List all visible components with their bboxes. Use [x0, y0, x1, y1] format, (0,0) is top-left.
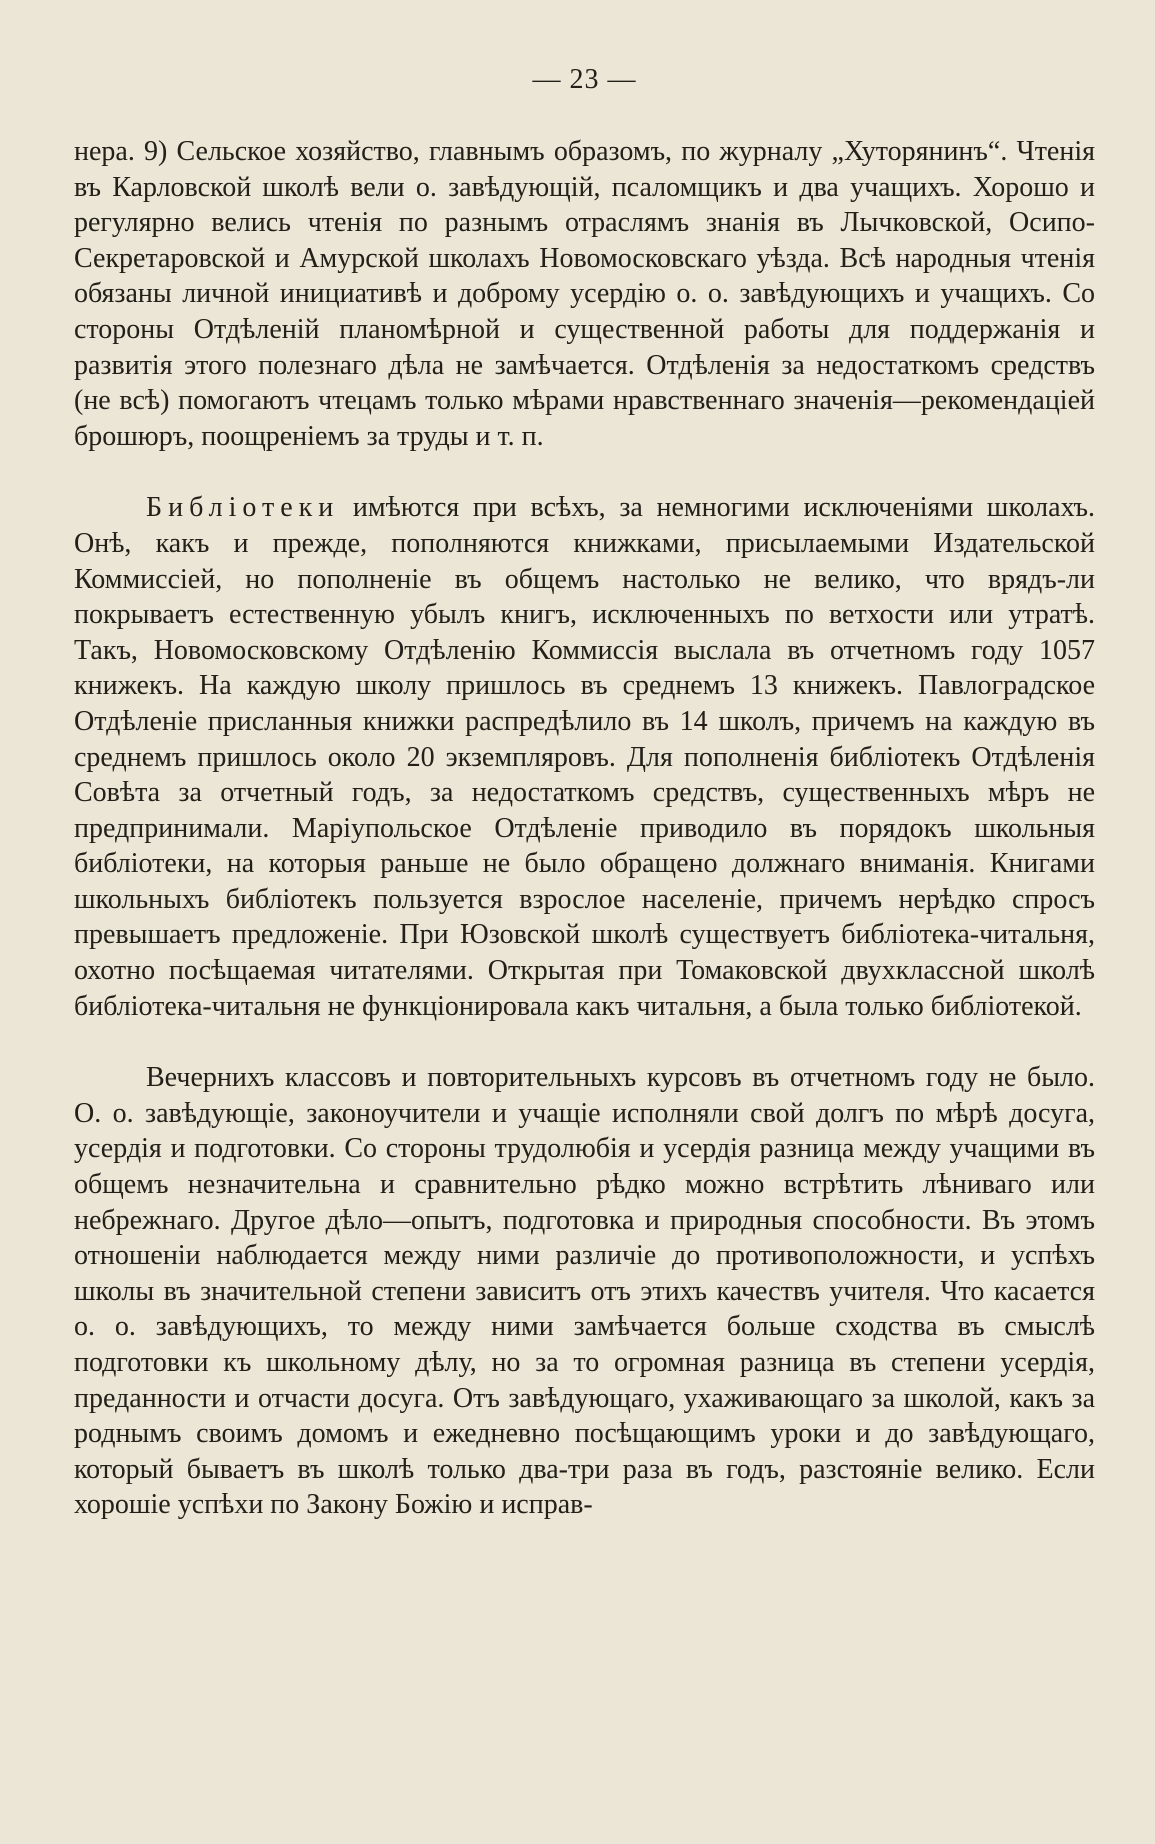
page-number: — 23 —	[532, 64, 637, 95]
paragraph-libraries-body: имѣются при всѣхъ, за немногими исключеніями школахъ. Онѣ, какъ и прежде, пополняются книжками, присылаемыми Издательской Коммиссіей, но пополненіе въ общемъ настолько не велико, что врядъ-ли покрываетъ естественную убылъ книгъ, исключенныхъ по ветхости или утратѣ. Такъ, Новомосковскому Отдѣленію Коммиссія выслала въ отчетномъ году 1057 книжекъ. На каждую школу пришлось въ среднемъ 13 книжекъ. Павлоградское Отдѣленіе присланныя книжки распредѣлило въ 14 школъ, причемъ на каждую въ среднемъ пришлось около 20 экземпляровъ. Для пополненія библіотекъ Отдѣленія Совѣта за отчетный годъ, за недостаткомъ средствъ, существенныхъ мѣръ не предпринимали. Маріупольское Отдѣленіе приводило въ порядокъ школьныя библіотеки, на которыя раньше не было обращено должнаго вниманія. Книгами школьныхъ библіотекъ пользуется взрослое населеніе, причемъ нерѣдко спросъ превышаетъ предложеніе. При Юзовской школѣ существуетъ библіотека-читальня, охотно посѣщаемая читателями. Открытая при Томаковской двухклассной школѣ библіотека-читальня не функціонировала какъ читальня, а была только библіотекой.	[74, 492, 1095, 1022]
paragraph-evening-classes: Вечернихъ классовъ и повторительныхъ курсовъ въ отчетномъ году не было. О. о. завѣдующіе, законоучители и учащіе исполняли свой долгъ по мѣрѣ досуга, усердія и подготовки. Со стороны трудолюбія и усердія разница между учащими въ общемъ незначительна и сравнительно рѣдко можно встрѣтить лѣниваго или небрежнаго. Другое дѣло—опытъ, подготовка и природныя способности. Въ этомъ отношеніи наблюдается между ними различіе до противоположности, и успѣхъ школы въ значительной степени зависитъ отъ этихъ качествъ учителя. Что касается о. о. завѣдующихъ, то между ними замѣчается больше сходства въ смыслѣ подготовки къ школьному дѣлу, но за то огромная разница въ степени усердія, преданности и отчасти досуга. Отъ завѣдующаго, ухаживающаго за школой, какъ за роднымъ своимъ домомъ и ежедневно посѣщающимъ уроки и до завѣдующаго, который бываетъ въ школѣ только два-три раза въ годъ, разстояніе велико. Если хорошіе успѣхи по Закону Божію и исправ-	[74, 1062, 1095, 1521]
paragraph-libraries-lead: Библіотеки	[146, 492, 340, 524]
paragraph-libraries	[74, 490, 1095, 1024]
paragraph-reading-lectures: нера. 9) Сельское хозяйство, главнымъ образомъ, по журналу „Хуторянинъ“. Чтенія въ Карловской школѣ вели о. завѣдующій, псаломщикъ и два учащихъ. Хорошо и регулярно велись чтенія по разнымъ отраслямъ знанія въ Лычковской, Осипо-Секретаровской и Амурской школахъ Новомосковскаго уѣзда. Всѣ народныя чтенія обязаны личной инициативѣ и доброму усердію о. о. завѣдующихъ и учащихъ. Со стороны Отдѣленій планомѣрной и существенной работы для поддержанія и развитія этого полезнаго дѣла не замѣчается. Отдѣленія за недостаткомъ средствъ (не всѣ) помогаютъ чтецамъ только мѣрами нравственнаго значенія—рекомендаціей брошюръ, поощреніемъ за труды и т. п.	[74, 136, 1095, 452]
